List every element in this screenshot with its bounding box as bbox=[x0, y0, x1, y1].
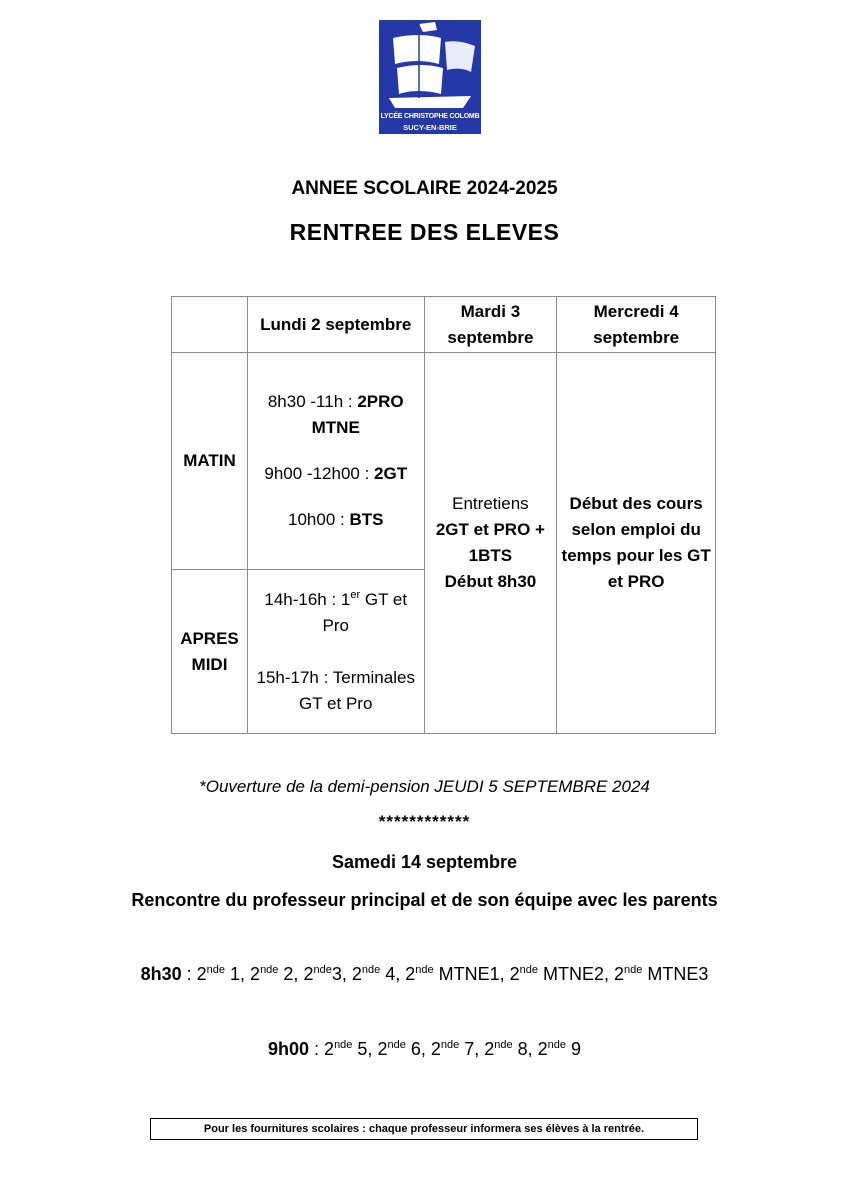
canteen-note: *Ouverture de la demi-pension JEUDI 5 SEPTEMBRE 2024 bbox=[199, 777, 650, 796]
slot-900-classes bbox=[324, 1039, 581, 1059]
class-item: 2nde 5, bbox=[324, 1039, 378, 1059]
cell-mercredi: Début des cours selon emploi du temps pour les GT et PRO bbox=[557, 353, 716, 734]
row-label-matin: MATIN bbox=[172, 353, 248, 570]
row-label-apres-midi: APRES MIDI bbox=[172, 570, 248, 734]
class-item: 2nde MTNE1, bbox=[405, 964, 510, 984]
header-empty bbox=[172, 297, 248, 353]
header-lundi: Lundi 2 septembre bbox=[247, 297, 424, 353]
cell-lundi-matin: 8h30 -11h : 2PRO MTNE 9h00 -12h00 : 2GT 10h00 : BTS bbox=[247, 353, 424, 570]
class-item: 2nde 4, bbox=[351, 964, 406, 984]
supplies-notice: Pour les fournitures scolaires : chaque professeur informera ses élèves à la rentrée. bbox=[150, 1118, 698, 1140]
slot-830-time: 8h30 bbox=[140, 964, 182, 984]
schedule-table bbox=[171, 296, 716, 734]
class-item: 2nde3, bbox=[303, 964, 352, 984]
logo-school-name: LYCÉE CHRISTOPHE COLOMB bbox=[380, 113, 480, 120]
school-year: ANNEE SCOLAIRE 2024-2025 bbox=[291, 178, 558, 199]
page-title: RENTREE DES ELEVES bbox=[289, 219, 560, 245]
class-item: 2nde MTNE2, bbox=[509, 964, 614, 984]
class-item: 2nde 9 bbox=[537, 1039, 581, 1059]
cell-mardi: Entretiens 2GT et PRO + 1BTS Début 8h30 bbox=[424, 353, 557, 734]
header-mercredi: Mercredi 4 septembre bbox=[557, 297, 716, 353]
meeting-title: Rencontre du professeur principal et de son équipe avec les parents bbox=[131, 890, 718, 910]
separator: ************ bbox=[378, 812, 471, 831]
school-logo bbox=[379, 20, 481, 134]
class-item: 2nde 8, bbox=[484, 1039, 538, 1059]
logo-city: SUCY-EN-BRIE bbox=[403, 123, 457, 132]
cell-lundi-apres-midi: 14h-16h : 1er GT et Pro 15h-17h : Terminales GT et Pro bbox=[247, 570, 424, 734]
class-item: 2nde 7, bbox=[430, 1039, 485, 1059]
table-row-matin bbox=[172, 353, 716, 570]
header-mardi: Mardi 3 septembre bbox=[424, 297, 557, 353]
slot-830-classes bbox=[197, 964, 709, 984]
class-item: 2nde 2, bbox=[250, 964, 304, 984]
table-header-row bbox=[172, 297, 716, 353]
class-item: 2nde MTNE3 bbox=[614, 964, 709, 984]
slot-900: 9h00 : 2nde 5, 2nde 6, 2nde 7, 2nde 8, 2nde 9 bbox=[268, 1039, 581, 1059]
class-item: 2nde 6, bbox=[377, 1039, 431, 1059]
saturday-date: Samedi 14 septembre bbox=[331, 852, 518, 872]
slot-830: 8h30 : 2nde 1, 2nde 2, 2nde3, 2nde 4, 2nde MTNE1, 2nde MTNE2, 2nde MTNE3 bbox=[140, 964, 709, 984]
slot-900-time: 9h00 bbox=[268, 1039, 310, 1059]
class-item: 2nde 1, bbox=[196, 964, 251, 984]
